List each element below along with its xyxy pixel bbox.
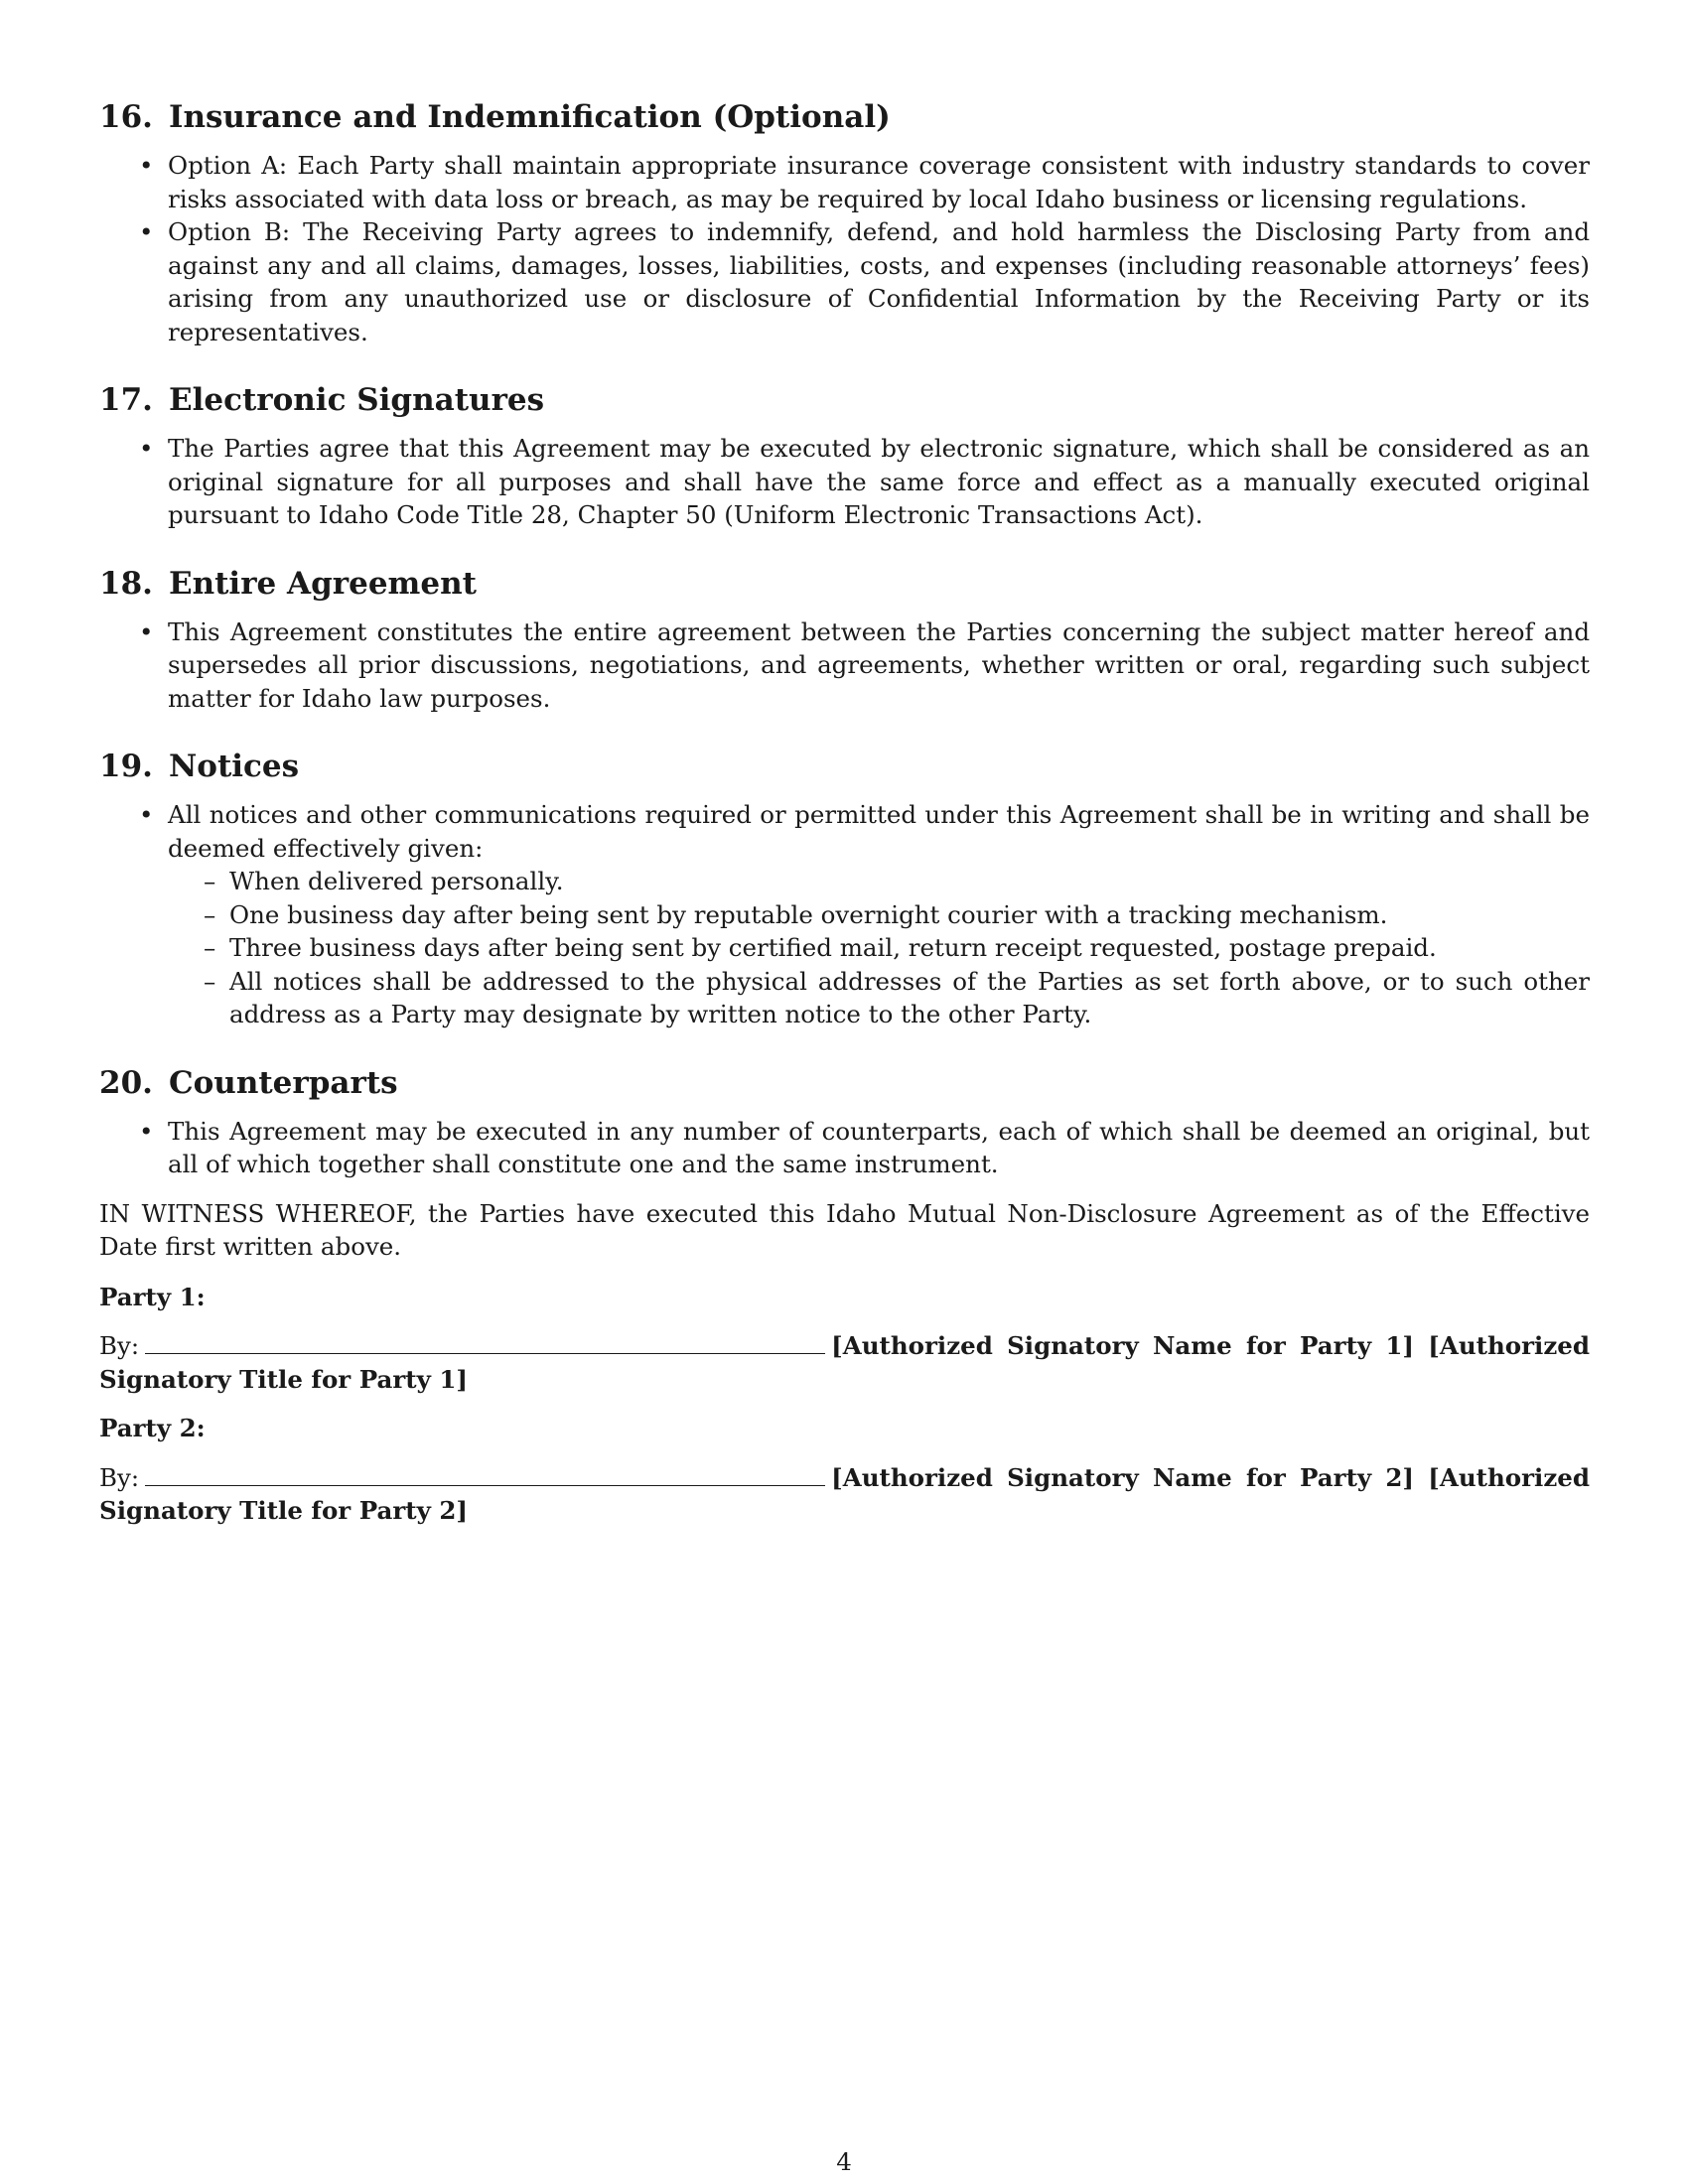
section-18 (99, 562, 1590, 716)
sub-list-item: – All notices shall be addressed to the physical addresses of the Parties as set forth above, or to such other address as a Party may designate by written notice to the other Party. (168, 965, 1590, 1031)
section-title: Entire Agreement (168, 565, 477, 602)
bullet-list (99, 798, 1590, 1031)
sub-list-item: – When delivered personally. (168, 865, 1590, 898)
page-number: 4 (836, 2147, 852, 2176)
section-number: 16. (99, 99, 153, 135)
section-heading (99, 562, 1590, 606)
section-19 (99, 745, 1590, 1031)
section-20 (99, 1061, 1590, 1181)
list-item: • The Parties agree that this Agreement may be executed by electronic signature, which shall be considered as an original signature for all purposes and shall have the same force and effect as a manually executed original pursuant to Idaho Code Title 28, Chapter 50 (Uniform Electronic Transactions Act). (99, 432, 1590, 532)
sub-list-item: – One business day after being sent by reputable overnight courier with a tracking mechanism. (168, 898, 1590, 932)
section-title: Electronic Signatures (168, 382, 545, 418)
section-title: Counterparts (168, 1064, 398, 1101)
section-number: 18. (99, 565, 153, 602)
party-1-signature-block (99, 1329, 1590, 1396)
list-item-text: All notices and other communications required or permitted under this Agreement shall be in writing and shall be deemed effectively given: (168, 800, 1590, 863)
bullet-list (99, 432, 1590, 532)
section-17 (99, 378, 1590, 532)
section-heading (99, 1061, 1590, 1105)
section-heading (99, 745, 1590, 788)
list-item: • This Agreement constitutes the entire agreement between the Parties concerning the subject matter hereof and supersedes all prior discussions, negotiations, and agreements, whether written or oral, regarding such subject matter for Idaho law purposes. (99, 615, 1590, 716)
section-heading (99, 378, 1590, 422)
party-2-signature-block (99, 1461, 1590, 1528)
section-16 (99, 95, 1590, 348)
party-1-label: Party 1: (99, 1282, 206, 1311)
by-label: By: (99, 1331, 140, 1360)
section-title: Insurance and Indemnification (Optional) (168, 99, 891, 135)
list-item: • Option B: The Receiving Party agrees to indemnify, defend, and hold harmless the Disclosing Party from and against any and all claims, damages, losses, liabilities, costs, and expenses (including reasonable attorneys’ fees) arising from any unauthorized use or disclosure of Confidential Information by the Receiving Party or its representatives. (99, 215, 1590, 348)
document-page (99, 95, 1590, 1544)
list-item: • This Agreement may be executed in any number of counterparts, each of which shall be deemed an original, but all of which together shall constitute one and the same instrument. (99, 1115, 1590, 1181)
party-2-label: Party 2: (99, 1414, 206, 1442)
party-2-signatory: [Authorized Signatory Name for Party 2] [Authorized Signatory Title for Party 2] (99, 1462, 1590, 1525)
section-number: 20. (99, 1064, 153, 1101)
section-number: 19. (99, 749, 153, 784)
by-label: By: (99, 1462, 140, 1492)
sub-list-item: – Three business days after being sent by certified mail, return receipt requested, postage prepaid. (168, 931, 1590, 965)
bullet-list (99, 615, 1590, 716)
bullet-list (99, 149, 1590, 348)
dash-list (168, 865, 1590, 1031)
list-item: • Option A: Each Party shall maintain appropriate insurance coverage consistent with industry standards to cover risks associated with data loss or breach, as may be required by local Idaho business or licensing regulations. (99, 149, 1590, 215)
list-item (99, 798, 1590, 1031)
party-1-signatory: [Authorized Signatory Name for Party 1] [Authorized Signatory Title for Party 1] (99, 1331, 1590, 1394)
section-number: 17. (99, 382, 153, 418)
party-1-signature-line[interactable] (145, 1331, 825, 1354)
witness-paragraph: IN WITNESS WHEREOF, the Parties have executed this Idaho Mutual Non-Disclosure Agreement as of the Effective Date first written above. (99, 1198, 1590, 1261)
section-heading (99, 95, 1590, 139)
party-2-signature-line[interactable] (145, 1463, 825, 1486)
section-title: Notices (168, 749, 300, 784)
bullet-list (99, 1115, 1590, 1181)
